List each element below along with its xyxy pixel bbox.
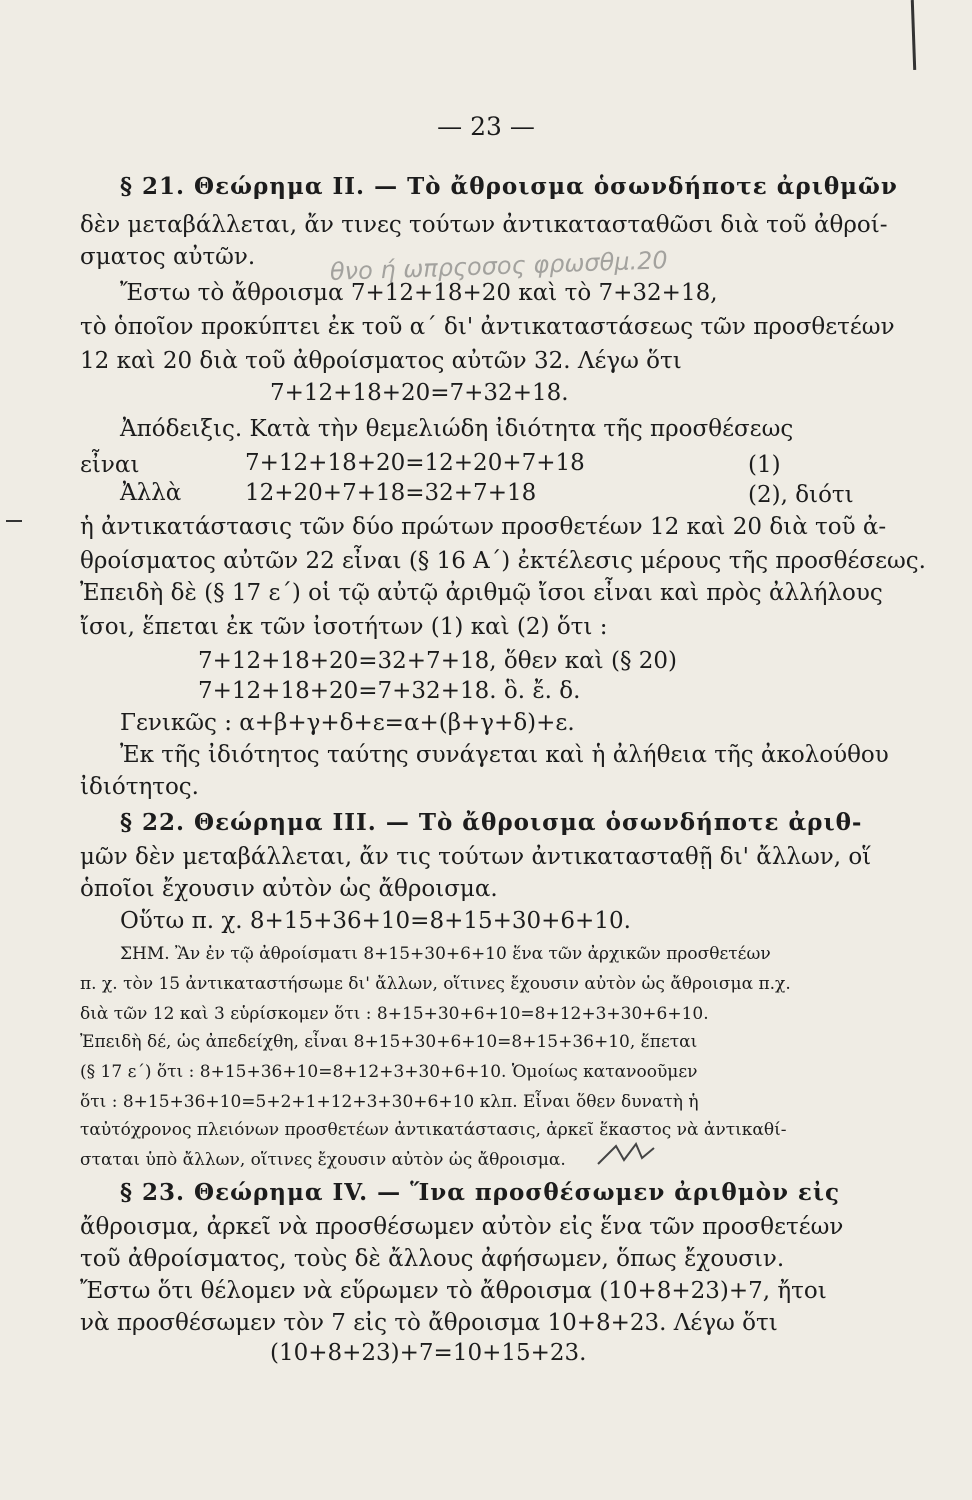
text-line: τοῦ ἀθροίσματος, τοὺς δὲ ἄλλους ἀφήσωμεν, ὅπως ἔχουσιν. <box>80 1246 785 1272</box>
equation: 7+12+18+20=12+20+7+18 <box>245 450 585 476</box>
text-line: θροίσματος αὐτῶν 22 εἶναι (§ 16 Α΄) ἐκτέλεσις μέρους τῆς προσθέσεως. <box>80 548 926 574</box>
note-line: Ἐπειδὴ δέ, ὡς ἀπεδείχθη, εἶναι 8+15+30+6+10=8+15+36+10, ἕπεται <box>80 1032 698 1052</box>
text-line: νὰ προσθέσωμεν τὸν 7 εἰς τὸ ἄθροισμα 10+8+23. Λέγω ὅτι <box>80 1310 778 1336</box>
example-line: Οὕτω π. χ. 8+15+36+10=8+15+30+6+10. <box>120 908 631 934</box>
text-line: σματος αὐτῶν. <box>80 244 256 270</box>
note-line: διὰ τῶν 12 καὶ 3 εὑρίσκομεν ὅτι : 8+15+30+6+10=8+12+3+30+6+10. <box>80 1004 709 1024</box>
text-line: εἶναι <box>80 452 140 478</box>
equation: 7+12+18+20=32+7+18, ὅθεν καὶ (§ 20) <box>198 648 678 674</box>
text-line: Ἀπόδειξις. Κατὰ τὴν θεμελιώδη ἰδιότητα τῆς προσθέσεως <box>120 416 794 442</box>
text-line: Ἔστω ὅτι θέλομεν νὰ εὕρωμεν τὸ ἄθροισμα (10+8+23)+7, ἤτοι <box>80 1278 827 1304</box>
handwritten-note: θνο ή ωπρςοσος φρωσθμ.20 <box>329 246 669 286</box>
text-line: Ἔστω τὸ ἄθροισμα 7+12+18+20 καὶ τὸ 7+32+18, <box>120 280 718 306</box>
note-line: ὅτι : 8+15+36+10=5+2+1+12+3+30+6+10 κλπ. Εἶναι ὅθεν δυνατὴ ἡ <box>80 1092 699 1112</box>
text-line: ἡ ἀντικατάστασις τῶν δύο πρώτων προσθετέων 12 καὶ 20 διὰ τοῦ ἀ- <box>80 514 887 540</box>
pen-scribble <box>596 1140 656 1170</box>
equation: (10+8+23)+7=10+15+23. <box>270 1340 587 1366</box>
theorem-2-heading: § 21. Θεώρημα II. — Τὸ ἄθροισμα ὁσωνδήποτε ἀριθμῶν <box>120 173 898 200</box>
note-line: ΣΗΜ. Ἂν ἐν τῷ ἀθροίσματι 8+15+30+6+10 ἕνα τῶν ἀρχικῶν προσθετέων <box>120 944 771 964</box>
text-line: ὁποῖοι ἔχουσιν αὐτὸν ὡς ἄθροισμα. <box>80 876 498 902</box>
text-line: Ἐκ τῆς ἰδιότητος ταύτης συνάγεται καὶ ἡ ἀλήθεια τῆς ἀκολούθου <box>120 742 889 768</box>
text-line: ἴσοι, ἕπεται ἐκ τῶν ἰσοτήτων (1) καὶ (2) ὅτι : <box>80 614 608 640</box>
equation-number: (2), διότι <box>748 482 854 508</box>
note-line: σταται ὑπὸ ἄλλων, οἵτινες ἔχουσιν αὐτὸν ὡς ἄθροισμα. <box>80 1150 566 1170</box>
equation: 7+12+18+20=7+32+18. ὃ. ἔ. δ. <box>198 678 581 704</box>
text-line: Ἐπειδὴ δὲ (§ 17 ε΄) οἱ τῷ αὐτῷ ἀριθμῷ ἴσοι εἶναι καὶ πρὸς ἀλλήλους <box>80 580 883 606</box>
note-line: ταὐτόχρονος πλειόνων προσθετέων ἀντικατάστασις, ἀρκεῖ ἕκαστος νὰ ἀντικαθί- <box>80 1120 787 1140</box>
theorem-3-heading: § 22. Θεώρημα III. — Τὸ ἄθροισμα ὁσωνδήποτε ἀριθ- <box>120 809 863 836</box>
text-line: Γενικῶς : α+β+γ+δ+ε=α+(β+γ+δ)+ε. <box>120 710 575 736</box>
page-edge-mark <box>911 0 916 70</box>
text-line: μῶν δὲν μεταβάλλεται, ἄν τις τούτων ἀντικατασταθῇ δι' ἄλλων, οἵ <box>80 844 872 870</box>
text-line: 12 καὶ 20 διὰ τοῦ ἀθροίσματος αὐτῶν 32. Λέγω ὅτι <box>80 348 682 374</box>
equation-number: (1) <box>748 452 781 478</box>
theorem-4-heading: § 23. Θεώρημα IV. — Ἵνα προσθέσωμεν ἀριθμὸν εἰς <box>120 1179 841 1206</box>
text-line: ἰδιότητος. <box>80 774 199 800</box>
page-number: — 23 — <box>437 112 535 141</box>
note-line: π. χ. τὸν 15 ἀντικαταστήσωμε δι' ἄλλων, οἵτινες ἔχουσιν αὐτὸν ὡς ἄθροισμα π.χ. <box>80 974 791 994</box>
text-line: Ἀλλὰ <box>120 480 182 506</box>
note-line: (§ 17 ε΄) ὅτι : 8+15+36+10=8+12+3+30+6+10. Ὁμοίως κατανοοῦμεν <box>80 1062 698 1082</box>
margin-mark <box>6 520 22 522</box>
equation: 12+20+7+18=32+7+18 <box>245 480 537 506</box>
text-line: δὲν μεταβάλλεται, ἄν τινες τούτων ἀντικατασταθῶσι διὰ τοῦ ἀθροί- <box>80 212 888 238</box>
text-line: τὸ ὁποῖον προκύπτει ἐκ τοῦ α΄ δι' ἀντικαταστάσεως τῶν προσθετέων <box>80 314 895 340</box>
text-line: ἄθροισμα, ἀρκεῖ νὰ προσθέσωμεν αὐτὸν εἰς ἕνα τῶν προσθετέων <box>80 1214 844 1240</box>
equation: 7+12+18+20=7+32+18. <box>270 380 569 406</box>
